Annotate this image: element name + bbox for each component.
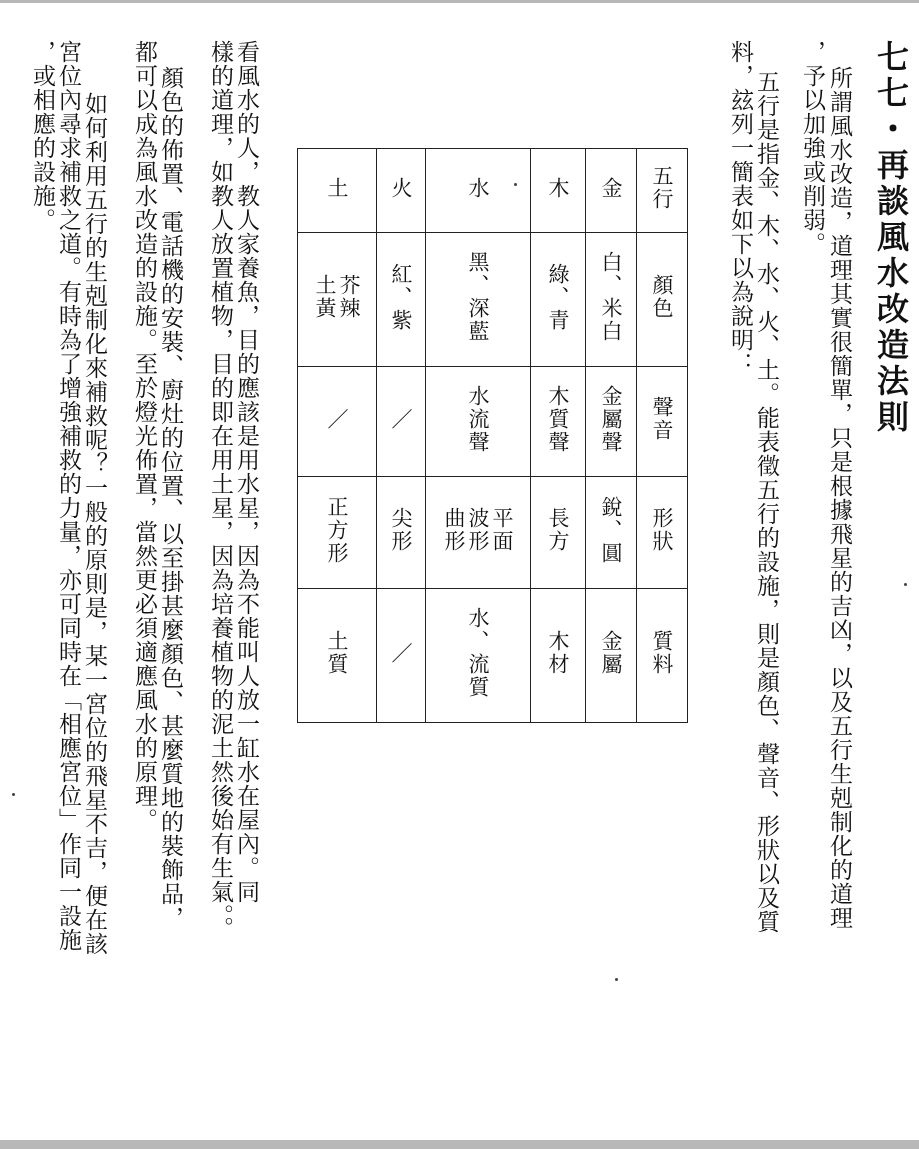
table-cell — [298, 589, 377, 723]
table-cell — [426, 477, 531, 589]
cell-earth-shape: 正方形 — [325, 495, 349, 565]
table-cell — [531, 367, 586, 477]
table-cell — [586, 149, 637, 233]
table-cell — [531, 477, 586, 589]
table-cell — [637, 477, 688, 589]
cell-water-material: 水、流質 — [466, 607, 490, 699]
table-cell — [298, 149, 377, 233]
five-elements-table — [297, 148, 688, 723]
cell-wood-header: 木 — [546, 176, 570, 200]
table-cell — [426, 589, 531, 723]
table-cell — [298, 477, 377, 589]
intro-column-1: 所謂風水改造，道理其實很簡單，只是根據飛星的吉凶，以及五行生剋制化的道理 — [826, 66, 852, 930]
cell-header-shape: 形狀 — [650, 507, 674, 553]
scan-speck — [12, 793, 15, 796]
scan-speck — [904, 583, 907, 586]
intro-column-4: 料，玆列一簡表如下以為說明： — [727, 40, 753, 376]
cell-header-sound: 聲音 — [650, 396, 674, 442]
table-cell — [586, 233, 637, 367]
table-cell — [637, 589, 688, 723]
table-cell — [377, 149, 426, 233]
cell-header-wuxing: 五行 — [650, 165, 674, 211]
cell-water-shape-part: 波形 — [466, 507, 490, 553]
cell-metal-shape: 銳、圓 — [599, 495, 623, 565]
table-cell — [426, 367, 531, 477]
table-cell — [377, 477, 426, 589]
table-cell — [531, 233, 586, 367]
cell-fire-shape: 尖形 — [389, 507, 413, 553]
table-cell — [586, 367, 637, 477]
cell-wood-material: 木材 — [546, 630, 570, 676]
cell-metal-sound: 金屬聲 — [599, 384, 623, 454]
body-column-7: ，或相應的設施。 — [29, 40, 55, 232]
cell-water-shape-part: 平面 — [490, 507, 514, 553]
table-cell — [377, 367, 426, 477]
body-column-5: 如何利用五行的生剋制化來補救呢？一般的原則是，某一宮位的飛星不吉，便在該 — [81, 92, 107, 956]
cell-wood-color: 綠、青 — [546, 262, 570, 332]
cell-earth-material: 土質 — [325, 630, 349, 676]
chapter-title: 七七・再談風水改造法則 — [872, 40, 910, 436]
body-column-6: 宮位內尋求補救之道。有時為了增強補救的力量，亦可同時在「相應宮位」作同一設施 — [55, 40, 81, 952]
body-column-2: 樣的道理，如教人放置植物，目的即在用土星，因為培養植物的泥土然後始有生氣。。 — [207, 40, 233, 941]
cell-fire-color: 紅、紫 — [389, 262, 413, 332]
scan-speck — [514, 183, 517, 186]
table-cell — [377, 233, 426, 367]
cell-earth-header: 土 — [325, 176, 349, 200]
cell-header-color: 顏色 — [650, 274, 674, 320]
table-cell — [531, 149, 586, 233]
cell-wood-sound: 木質聲 — [546, 384, 570, 454]
table-cell — [586, 589, 637, 723]
cell-metal-material: 金屬 — [599, 630, 623, 676]
table-cell — [377, 589, 426, 723]
cell-header-material: 質料 — [650, 630, 674, 676]
cell-earth-color-a: 土黃 — [313, 274, 337, 320]
scan-speck — [615, 978, 618, 981]
cell-metal-header: 金 — [599, 176, 623, 200]
intro-column-2: ，予以加強或削弱。 — [799, 40, 825, 256]
table-cell — [637, 367, 688, 477]
cell-wood-shape: 長方 — [546, 507, 570, 553]
cell-water-header: 水 — [466, 176, 490, 200]
table-cell — [531, 589, 586, 723]
cell-earth-color-b: 芥辣 — [337, 274, 361, 320]
table-cell — [426, 233, 531, 367]
page-bottom-edge — [0, 1140, 919, 1149]
body-column-4: 都可以成為風水改造的設施。至於燈光佈置，當然更必須適應風水的原理。 — [131, 40, 157, 832]
cell-fire-material: ／ — [389, 641, 413, 665]
intro-column-3: 五行是指金、木、水、火、土。能表徵五行的設施，則是顏色、聲音、形狀以及質 — [753, 70, 779, 934]
table-cell — [426, 149, 531, 233]
body-column-3: 顏色的佈置、電話機的安裝、廚灶的位置、以至掛甚麼顏色、甚麼質地的裝飾品， — [157, 66, 183, 930]
cell-earth-sound: ／ — [325, 407, 349, 431]
cell-fire-sound: ／ — [389, 407, 413, 431]
table-cell — [637, 233, 688, 367]
table-cell — [298, 233, 377, 367]
table-cell — [637, 149, 688, 233]
table-cell — [586, 477, 637, 589]
cell-fire-header: 火 — [389, 176, 413, 200]
table-cell — [298, 367, 377, 477]
body-column-1: 看風水的人，教人家養魚，目的應該是用水星，因為不能叫人放一缸水在屋內。同 — [233, 40, 259, 904]
cell-water-color: 黑、深藍 — [466, 251, 490, 343]
cell-water-shape-part: 曲形 — [442, 507, 466, 553]
cell-water-sound: 水流聲 — [466, 384, 490, 454]
cell-metal-color: 白、米白 — [599, 251, 623, 343]
page-top-edge — [0, 0, 919, 3]
